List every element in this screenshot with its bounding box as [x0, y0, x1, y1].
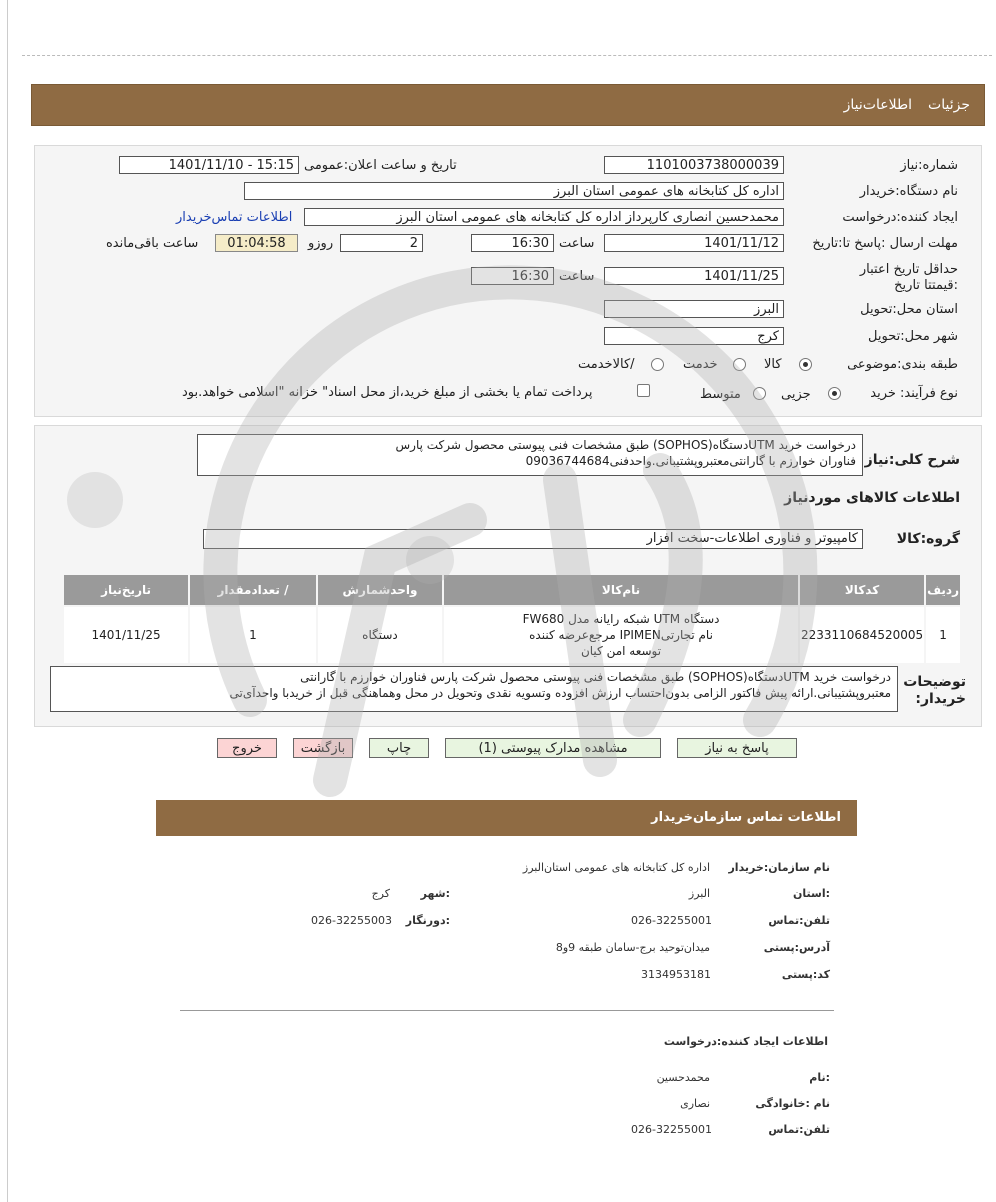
- contact-phone-label: تلفن:تماس: [768, 914, 830, 927]
- process-medium-label: متوسط: [700, 387, 741, 402]
- back-button[interactable]: بازگشت: [293, 738, 353, 758]
- tab-need-info[interactable]: اطلاعات‌نیاز: [843, 97, 912, 113]
- city-label: شهر محل:تحویل: [868, 329, 958, 344]
- deadline-date-field: 1401/11/12: [604, 234, 784, 252]
- buyer-notes-line-1: درخواست خرید UTMدستگاه(SOPHOS) طبق مشخصات فنی پیوستی محصول شرکت پارس فناوران خوارزم با گارانتی: [300, 670, 891, 684]
- top-dotted-divider: [22, 55, 992, 56]
- category-service-label: خدمت: [683, 357, 718, 372]
- creator-section-title: اطلاعات ایجاد کننده:درخواست: [663, 1035, 828, 1048]
- category-both-label: /کالاخدمت: [578, 357, 635, 372]
- row-code: 2233110684520005: [799, 606, 925, 664]
- deadline-hour-label: ساعت: [559, 236, 595, 251]
- province-field: البرز: [604, 300, 784, 318]
- summary-line-1: درخواست خرید UTMدستگاه(SOPHOS) طبق مشخصات فنی پیوستی محصول شرکت پارس: [395, 438, 856, 452]
- col-date-header: تاریخ‌نیاز: [63, 574, 189, 606]
- contact-city-value: کرج: [371, 887, 390, 900]
- contact-fax-value: 026-32255003: [311, 914, 392, 927]
- deadline-label: مهلت ارسال :پاسخ تا:تاریخ: [812, 236, 958, 251]
- contact-org-label: نام سازمان:خریدار: [728, 861, 830, 874]
- summary-line-2: فناوران خوارزم با گارانتی‌معتبروپشتیبانی.واحدفنی09036744684: [525, 454, 856, 468]
- row-date: 1401/11/25: [63, 606, 189, 664]
- contact-postal-label: کد:پستی: [781, 968, 830, 981]
- items-table: [62, 573, 962, 665]
- col-unit-header: واحدشمارش: [317, 574, 443, 606]
- exit-button[interactable]: خروج: [217, 738, 277, 758]
- contact-address-label: آدرس:پستی: [763, 941, 830, 954]
- announce-field: 1401/11/10 - 15:15: [119, 156, 299, 174]
- need-number-field: 1101003738000039: [604, 156, 784, 174]
- items-table-header: [63, 574, 961, 606]
- validity-date-field: 1401/11/25: [604, 267, 784, 285]
- validity-time-field: 16:30: [471, 267, 554, 285]
- category-label: طبقه بندی:موضوعی: [847, 357, 958, 372]
- left-border-line: [7, 0, 8, 1202]
- row-name-line-3: توسعه امن کیان: [580, 644, 662, 658]
- treasury-payment-note: پرداخت تمام یا بخشی از مبلغ خرید،از محل اسناد" خزانه "اسلامی خواهد.بود: [182, 385, 593, 400]
- contact-divider: [180, 1010, 834, 1011]
- row-name-line-2: نام تجارتیIPIMEN مرجع‌عرضه کننده: [529, 628, 713, 642]
- creator-name-label: :نام: [809, 1071, 830, 1084]
- process-label: نوع فرآیند: خرید: [870, 386, 958, 401]
- creator-field: محمدحسین انصاری کارپرداز اداره کل کتابخانه های عمومی استان البرز: [304, 208, 784, 226]
- creator-phone-label: تلفن:تماس: [768, 1123, 830, 1136]
- creator-family-value: نصاری: [680, 1097, 710, 1110]
- row-name: [443, 606, 799, 664]
- creator-family-label: نام :خانوادگی: [755, 1097, 830, 1110]
- creator-name-value: محمدحسین: [656, 1071, 710, 1084]
- creator-phone-value: 026-32255001: [631, 1123, 712, 1136]
- contact-province-label: :استان: [793, 887, 830, 900]
- row-name-line-1: دستگاه UTM شبکه رایانه مدل FW680: [522, 612, 720, 626]
- contact-phone-value: 026-32255001: [631, 914, 712, 927]
- need-number-label: شماره:نیاز: [900, 158, 958, 173]
- group-field: کامپیوتر و فناوری اطلاعات-سخت افزار: [203, 529, 863, 549]
- process-partial-label: جزیی: [781, 387, 811, 402]
- creator-label: ایجاد کننده:درخواست: [842, 210, 958, 225]
- row-index: 1: [925, 606, 961, 664]
- attachments-button[interactable]: مشاهده مدارک پیوستی (1): [445, 738, 661, 758]
- buyer-notes-line-2: معتبروپشتیبانی.ارائه پیش فاکتور الزامی بدون‌احتساب ارزش افزوده وتسویه نقدی وتحویل در محل وهماهنگی قبل از خریدبا واحدآی‌تی: [229, 686, 891, 700]
- days-field: 2: [340, 234, 423, 252]
- deadline-time-field: 16:30: [471, 234, 554, 252]
- col-qty-header: / تعدادمقدار: [189, 574, 317, 606]
- col-name-header: نام‌کالا: [443, 574, 799, 606]
- group-label: گروه:کالا: [896, 531, 960, 547]
- validity-hour-label: ساعت: [559, 269, 595, 284]
- province-label: استان محل:تحویل: [860, 302, 958, 317]
- validity-label: حداقل تاریخ اعتبار :قیمتتا تاریخ: [859, 262, 958, 293]
- contact-fax-label: :دورنگار: [405, 914, 450, 927]
- buyer-org-field: اداره کل کتابخانه های عمومی استان البرز: [244, 182, 784, 200]
- header-bar: [31, 84, 985, 126]
- items-section-title: اطلاعات کالاهای موردنیاز: [784, 490, 960, 506]
- table-row: [63, 606, 961, 664]
- summary-label: شرح کلی:نیاز: [864, 452, 960, 468]
- process-medium-radio[interactable]: [753, 387, 766, 400]
- buyer-org-label: نام دستگاه:خریدار: [859, 184, 958, 199]
- row-unit: دستگاه: [317, 606, 443, 664]
- row-qty: 1: [189, 606, 317, 664]
- remaining-timer: 01:04:58: [215, 234, 298, 252]
- process-partial-radio[interactable]: [828, 387, 841, 400]
- category-goods-label: کالا: [764, 357, 782, 372]
- buyer-contact-link[interactable]: اطلاعات تماس‌خریدار: [176, 210, 293, 225]
- contact-address-value: میدان‌توحید برج-سامان طبقه 9و8: [555, 941, 710, 954]
- contact-title: اطلاعات تماس سازمان‌خریدار: [651, 810, 841, 825]
- category-both-radio[interactable]: [651, 358, 664, 371]
- contact-city-label: :شهر: [420, 887, 450, 900]
- col-code-header: کدکالا: [799, 574, 925, 606]
- remaining-label: ساعت باقی‌مانده: [106, 236, 199, 251]
- col-row-header: ردیف: [925, 574, 961, 606]
- tab-details[interactable]: جزئیات: [928, 97, 970, 113]
- reply-button[interactable]: پاسخ به نیاز: [677, 738, 797, 758]
- announce-label: تاریخ و ساعت اعلان:عمومی: [304, 158, 457, 173]
- contact-province-value: البرز: [688, 887, 710, 900]
- category-goods-radio[interactable]: [799, 358, 812, 371]
- days-label: روزو: [308, 236, 334, 251]
- contact-header-bar: [156, 800, 857, 836]
- buyer-notes-textbox: [50, 666, 898, 712]
- summary-textbox: [197, 434, 863, 476]
- contact-postal-value: 3134953181: [641, 968, 711, 981]
- city-field: کرج: [604, 327, 784, 345]
- contact-org-value: اداره کل کتابخانه های عمومی استان‌البرز: [522, 861, 710, 874]
- category-service-radio[interactable]: [733, 358, 746, 371]
- treasury-payment-checkbox[interactable]: [637, 384, 650, 397]
- print-button[interactable]: چاپ: [369, 738, 429, 758]
- buyer-notes-label: توضیحات خریدار:: [903, 674, 966, 707]
